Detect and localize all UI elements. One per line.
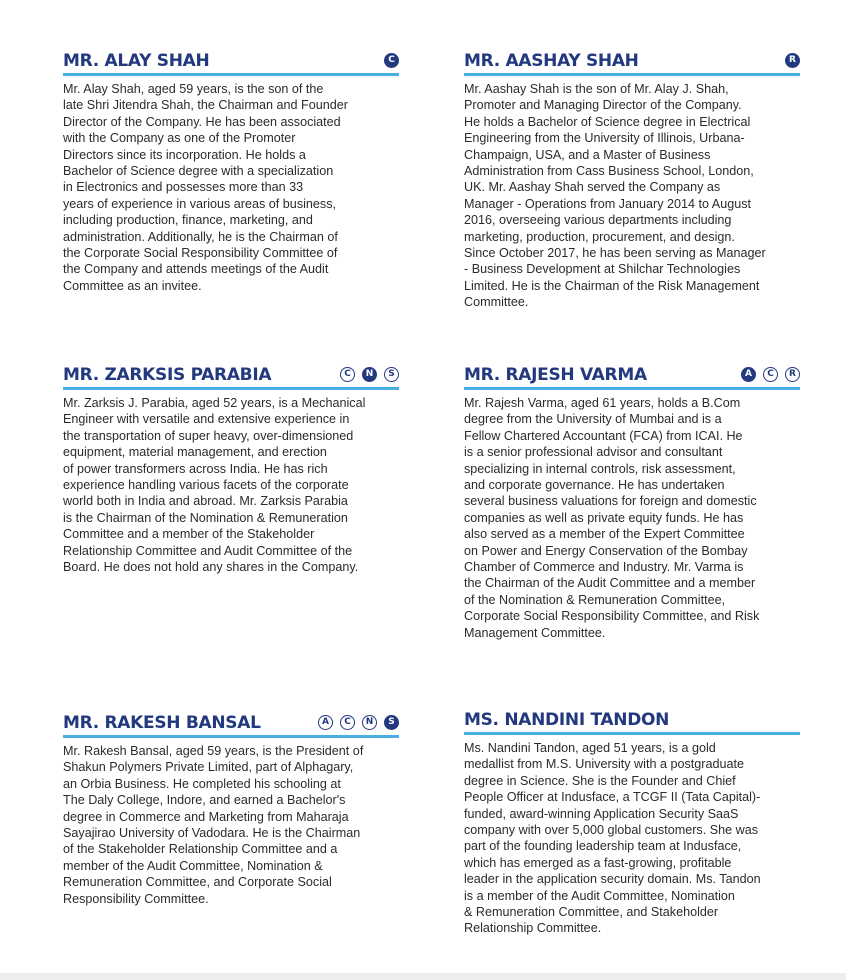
committee-c-icon: C: [763, 367, 778, 382]
director-bio: Mr. Rakesh Bansal, aged 59 years, is the President of Shakun Polymers Private Limited, part of Alphagary, an Orbia Business. He completed his schooling at The Daly College, Indore, and earned a Bachelor's degree in Commerce and Marketing from Maharaja Sayajirao University of Vadodara. He is the Chairman of the Stakeholder Relationship Committee and a member of the Audit Committee, Nomination & Remuneration Committee, and Corporate Social Responsibility Committee.: [63, 744, 364, 906]
director-bio: Mr. Zarksis J. Parabia, aged 52 years, is a Mechanical Engineer with versatile and extensive experience in the transportation of super heavy, over-dimensioned equipment, material management, and erection of power transformers across India. He has rich experience handling various facets of the corporate world both in India and abroad. Mr. Zarksis Parabia is the Chairman of the Nomination & Remuneration Committee and a member of the Stakeholder Relationship Committee and Audit Committee of the Board. He does not hold any shares in the Company.: [63, 396, 366, 575]
director-name: MR. RAJESH VARMA: [464, 365, 647, 385]
director-bio: Mr. Rajesh Varma, aged 61 years, holds a B.Com degree from the University of Mumbai and is a Fellow Chartered Accountant (FCA) from ICAI. He is a senior professional advisor and consultant specializing in internal controls, risk assessment, and corporate governance. He has undertaken several business valuations for foreign and domestic companies as well as private equity funds. He has also served as a member of the Expert Committee on Power and Energy Conservation of the Bombay Chamber of Commerce and Industry. Mr. Varma is the Chairman of the Audit Committee and a member of the Nomination & Remuneration Committee, Corporate Social Responsibility Committee, and Risk Management Committee.: [464, 396, 760, 640]
director-card-alay-shah: [63, 49, 399, 294]
committee-c-icon: C: [340, 367, 355, 382]
director-name: MR. ALAY SHAH: [63, 51, 210, 71]
director-header: [464, 49, 800, 76]
director-bio: Ms. Nandini Tandon, aged 51 years, is a gold medallist from M.S. University with a postgraduate degree in Science. She is the Founder and Chief People Officer at Indusface, a TCGF II (Tata Capital)- funded, award-winning Application Security SaaS company with over 5,000 global customers. She was part of the founding leadership team at Indusface, which has emerged as a fast-growing, profitable leader in the application security domain. Ms. Tandon is a member of the Audit Committee, Nomination & Remuneration Committee, and Stakeholder Relationship Committee.: [464, 741, 761, 936]
committee-badges: [741, 367, 800, 382]
page-bottom-strip: [0, 973, 846, 980]
director-name: MS. NANDINI TANDON: [464, 710, 670, 730]
director-header: [63, 49, 399, 76]
committee-r-icon: R: [785, 367, 800, 382]
director-header: [63, 363, 399, 390]
director-name: MR. AASHAY SHAH: [464, 51, 639, 71]
director-card-rajesh-varma: [464, 363, 800, 641]
director-header: [464, 708, 800, 735]
committee-a-icon: A: [318, 715, 333, 730]
director-bio: Mr. Aashay Shah is the son of Mr. Alay J. Shah, Promoter and Managing Director of the Company. He holds a Bachelor of Science degree in Electrical Engineering from the University of Illinois, Urbana- Champaign, USA, and a Master of Business Administration from Cass Business School, London, UK. Mr. Aashay Shah served the Company as Manager - Operations from January 2014 to August 2016, overseeing various departments including marketing, production, procurement, and design. Since October 2017, he has been serving as Manager - Business Development at Shilchar Technologies Limited. He is the Chairman of the Risk Management Committee.: [464, 82, 766, 310]
director-card-aashay-shah: [464, 49, 800, 311]
committee-r-icon: R: [785, 53, 800, 68]
director-bio: Mr. Alay Shah, aged 59 years, is the son of the late Shri Jitendra Shah, the Chairman and Founder Director of the Company. He has been associated with the Company as one of the Promoter Directors since its incorporation. He holds a Bachelor of Science degree with a specialization in Electronics and possesses more than 33 years of experience in various areas of business, including production, finance, marketing, and administration. Additionally, he is the Chairman of the Corporate Social Responsibility Committee of the Company and attends meetings of the Audit Committee as an invitee.: [63, 82, 348, 293]
director-name: MR. RAKESH BANSAL: [63, 713, 261, 733]
director-header: [63, 711, 399, 738]
committee-badges: [384, 53, 399, 68]
committee-n-icon: N: [362, 367, 377, 382]
committee-badges: [340, 367, 399, 382]
committee-badges: [318, 715, 399, 730]
director-header: [464, 363, 800, 390]
committee-s-icon: S: [384, 367, 399, 382]
committee-c-icon: C: [340, 715, 355, 730]
committee-c-icon: C: [384, 53, 399, 68]
director-name: MR. ZARKSIS PARABIA: [63, 365, 272, 385]
committee-badges: [785, 53, 800, 68]
director-card-zarksis-parabia: [63, 363, 399, 575]
committee-s-icon: S: [384, 715, 399, 730]
committee-a-icon: A: [741, 367, 756, 382]
committee-n-icon: N: [362, 715, 377, 730]
director-card-nandini-tandon: [464, 708, 800, 937]
director-card-rakesh-bansal: [63, 711, 399, 907]
